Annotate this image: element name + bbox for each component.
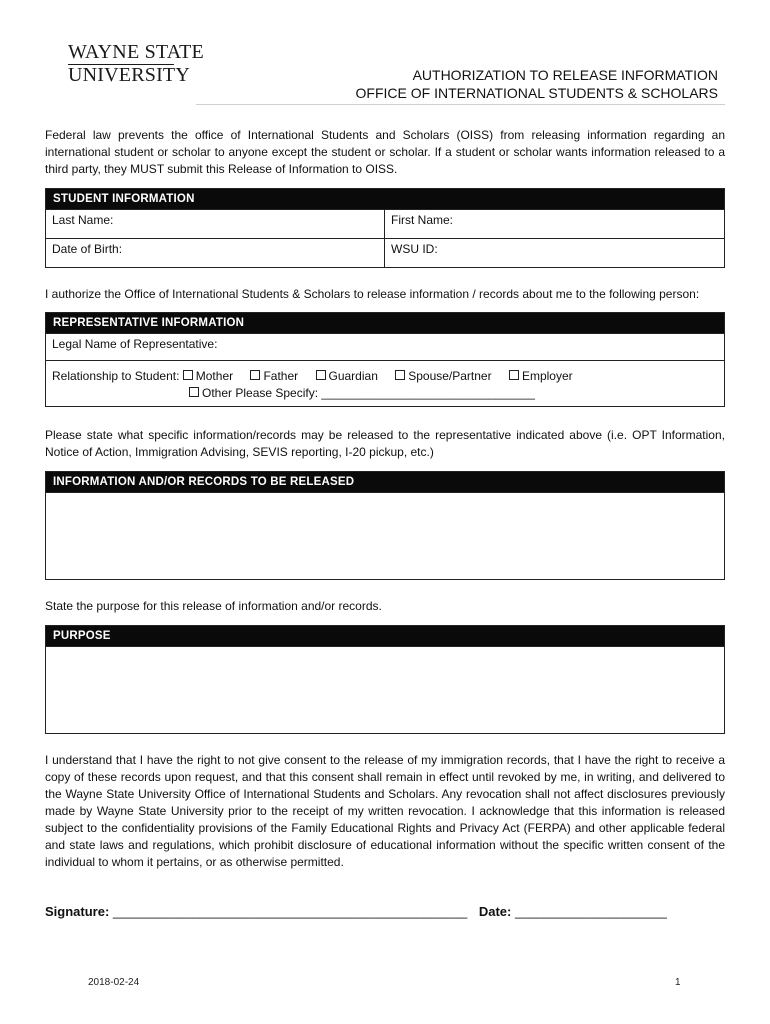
signature-row	[45, 904, 667, 919]
last-name-field[interactable]: Last Name:	[46, 210, 385, 239]
checkbox[interactable]	[183, 370, 193, 380]
checkbox[interactable]	[509, 370, 519, 380]
wsu-logo	[68, 42, 204, 86]
purpose-table	[45, 625, 725, 734]
relationship-row	[46, 361, 725, 407]
option-spouse-partner[interactable]: Spouse/Partner	[395, 369, 491, 383]
page-number: 1	[675, 977, 681, 988]
relationship-label: Relationship to Student:	[52, 369, 180, 383]
consent-text: I understand that I have the right to not give consent to the release of my immigration records, that I have the right to receive a copy of these records upon request, and that this consent shall remain in effect until revoked by me, in writing, and delivered to the Wayne State University Office of International Students and Scholars. Any revocation shall not affect disclosures previously made by Wayne State University prior to the receipt of my written revocation. I acknowledge that this information is released subject to the confidentiality provisions of the Family Educational Rights and Privacy Act (FERPA) and other applicable federal and state laws and regulations, which prohibit disclosure of educational information without the specific written consent of the individual to whom it pertains, or as otherwise permitted.	[45, 753, 725, 869]
form-title	[356, 66, 718, 102]
purpose-intro-text: State the purpose for this release of information and/or records.	[45, 599, 382, 613]
checkbox[interactable]	[316, 370, 326, 380]
checkbox[interactable]	[250, 370, 260, 380]
checkbox[interactable]	[395, 370, 405, 380]
title-divider	[196, 104, 725, 105]
title-line2: OFFICE OF INTERNATIONAL STUDENTS & SCHOLARS	[355, 85, 718, 101]
logo-line2: UNIVERSITY	[68, 64, 190, 86]
student-info-heading: STUDENT INFORMATION	[46, 189, 725, 210]
option-father[interactable]: Father	[250, 369, 298, 383]
records-textarea[interactable]	[46, 493, 725, 580]
records-table	[45, 471, 725, 580]
purpose-textarea[interactable]	[46, 647, 725, 734]
representative-table	[45, 312, 725, 407]
title-line1: AUTHORIZATION TO RELEASE INFORMATION	[412, 67, 718, 83]
student-info-table	[45, 188, 725, 268]
representative-name-field[interactable]: Legal Name of Representative:	[46, 334, 725, 361]
option-guardian[interactable]: Guardian	[316, 369, 378, 383]
specify-text: Please state what specific information/records may be released to the representative indicated above (i.e. OPT Information, Notice of Action, Immigration Advising, SEVIS reporting, I-20 pickup, etc.)	[45, 428, 725, 459]
representative-heading: REPRESENTATIVE INFORMATION	[46, 313, 725, 334]
wsu-id-field[interactable]: WSU ID:	[385, 239, 725, 268]
records-heading: INFORMATION AND/OR RECORDS TO BE RELEASED	[46, 472, 725, 493]
option-mother[interactable]: Mother	[183, 369, 233, 383]
option-other[interactable]: Other Please Specify: ________________________________	[52, 385, 535, 402]
logo-line1: WAYNE STATE	[68, 41, 204, 63]
option-employer[interactable]: Employer	[509, 369, 573, 383]
footer-date: 2018-02-24	[88, 977, 140, 988]
purpose-heading: PURPOSE	[46, 626, 725, 647]
checkbox[interactable]	[189, 387, 199, 397]
date-line[interactable]: _____________________	[514, 904, 667, 919]
intro-text: Federal law prevents the office of International Students and Scholars (OISS) from releasing information regarding an international student or scholar to anyone except the student or scholar. If a student or scholar wants information released to a third party, they MUST submit this Release of Information to OISS.	[45, 128, 725, 176]
authorize-text: I authorize the Office of International Students & Scholars to release information / records about me to the following person:	[45, 287, 700, 301]
first-name-field[interactable]: First Name:	[385, 210, 725, 239]
signature-line[interactable]: _________________________________________________	[112, 904, 468, 919]
signature-label: Signature:	[45, 904, 110, 919]
date-label: Date:	[478, 904, 512, 919]
dob-field[interactable]: Date of Birth:	[46, 239, 385, 268]
